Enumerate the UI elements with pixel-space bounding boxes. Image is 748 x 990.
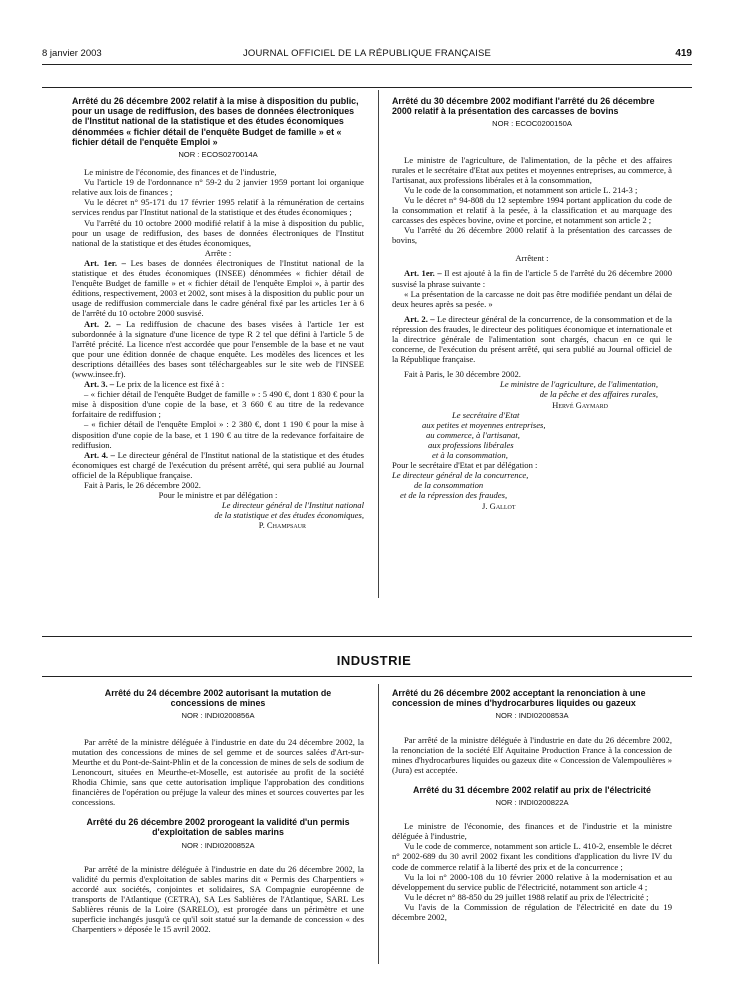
paragraph: Vu l'article 19 de l'ordonnance n° 59-2 du 2 janvier 1959 portant loi organique relative aux lois de finances ;: [72, 177, 364, 198]
signature-line: Le secrétaire d'Etat: [452, 409, 520, 420]
signature-line: Le ministre de l'agriculture, de l'alimentation,: [500, 379, 658, 390]
article-title: Arrêté du 24 décembre 2002 autorisant la mutation de concessions de mines: [104, 688, 332, 709]
article-text: Il est ajouté à la fin de l'article 5 de l'arrêté du 26 décembre 2000 susvisé la phrase suivante :: [392, 268, 672, 289]
article-1: [72, 258, 364, 319]
fait-date: Fait à Paris, le 26 décembre 2002.: [84, 480, 201, 491]
arretent-label: Arrêtent :: [515, 253, 549, 264]
quoted-text: « La présentation de la carcasse ne doit pas être modifiée pendant un délai de deux heures après sa pesée. »: [392, 288, 672, 309]
nor-reference: NOR : INDI0200853A: [495, 711, 569, 721]
signature-line: Pour le secrétaire d'Etat et par délégation :: [392, 460, 538, 471]
article-label: Art. 1er. –: [404, 268, 442, 279]
article-text: Le directeur général de l'Institut national de la statistique et des études économiques est chargé de l'exécution du présent arrêté, qui sera publié au Journal officiel de la République française.: [72, 449, 364, 480]
article-title: Arrêté du 31 décembre 2002 relatif au prix de l'électricité: [413, 784, 651, 795]
column-divider-top: [378, 90, 379, 598]
article-title: Arrêté du 26 décembre 2002 relatif à la mise à disposition du public, pour un usage de rediffusion, des bases de données électroniques de l'Institut national de la statistique et des études économiques dénommées « fichier détail de l'enquête Budget de famille » et « fichier détail de l'enquête Emploi »: [72, 96, 359, 147]
paragraph: Le ministre de l'économie, des finances et de l'industrie et la ministre déléguée à l'industrie,: [392, 821, 672, 842]
paragraph: Le ministre de l'agriculture, de l'alimentation, de la pêche et des affaires rurales et le secrétaire d'Etat aux petites et moyennes entreprises, au commerce, à l'artisanat, aux professions libérales et à la consommation,: [392, 154, 672, 185]
signature-line: et à la consommation,: [432, 450, 508, 461]
price-item: – « fichier détail de l'enquête Budget de famille » : 5 490 €, dont 1 830 € pour la mise à disposition d'une copie de la base, et 3 660 € au titre de la redevance forfaitaire de rediffusion ;: [72, 389, 364, 420]
issue-date: 8 janvier 2003: [42, 48, 102, 59]
article-2: [72, 319, 364, 380]
nor-reference: NOR : ECOC0200150A: [492, 119, 572, 129]
paragraph: Vu l'arrêté du 10 octobre 2000 modifié relatif à la mise à disposition du public, pour un usage de rediffusion, des bases de données électroniques de l'Institut national de la statistique et des études économiques,: [72, 217, 364, 248]
price-item: – « fichier détail de l'enquête Emploi » : 2 380 €, dont 1 190 € pour la mise à disposition d'une copie de la base, et 1 190 € au titre de la redevance forfaitaire de rediffusion.: [72, 419, 364, 450]
fait-date: Fait à Paris, le 30 décembre 2002.: [404, 369, 521, 380]
article-title: Arrêté du 26 décembre 2002 prorogeant la validité d'un permis d'exploitation de sables marins: [86, 817, 350, 838]
paragraph: Par arrêté de la ministre déléguée à l'industrie en date du 24 décembre 2002, la mutation des concessions de mines de sel gemme et de sources salées d'Art-sur-Meurthe et du Pont-de-Saint-Phlin et de la concession de mines de sels de sodium de Lenoncourt, situées en Meurthe-et-Moselle, est autorisée au profit de la société Rhodia Chimie, sans que cette autorisation implique l'approbation des conditions financières de l'opération ou préjuge la valeur des mines et sources couvertes par les concessions.: [72, 736, 364, 808]
signature-line: de la pêche et des affaires rurales,: [539, 389, 658, 400]
signatory-name: P. Champsaur: [258, 520, 306, 531]
section-rule: [42, 636, 692, 637]
paragraph: Vu la loi n° 2000-108 du 10 février 2000 relative à la modernisation et au développement du service public de l'électricité, notamment son article 4 ;: [392, 871, 672, 892]
article-text: Le prix de la licence est fixé à :: [116, 379, 225, 390]
signatory-name: J. Gallot: [482, 500, 516, 511]
signature-line: aux professions libérales: [428, 439, 514, 450]
article-2: [392, 314, 672, 364]
signature-line: Pour le ministre et par délégation :: [158, 490, 278, 501]
top-rule: [42, 87, 692, 88]
page-header: [42, 48, 692, 62]
industrie-right: [392, 688, 672, 922]
paragraph: Vu le code de commerce, notamment son article L. 410-2, ensemble le décret n° 2002-689 du 30 avril 2002 fixant les conditions d'application du livre IV du code de commerce relatif à la liberté des prix et de la concurrence ;: [392, 841, 672, 872]
signature-line: au commerce, à l'artisanat,: [426, 429, 520, 440]
article-text: La rediffusion de chacune des bases visées à l'article 1er est subordonnée à la signature d'une licence de type R 2 tel que défini à l'article 5 de l'arrêté précité. La licence n'est accordée que pour l'ensemble de la base et ne vaut que pour une édition donnée de chaque enquête. Les modèles des licences et les descriptions détaillées des bases sont téléchargeables sur le site web de l'INSEE (www.insee.fr).: [72, 318, 364, 379]
article-4: [72, 450, 364, 480]
article-bovins: [392, 96, 672, 511]
paragraph: Par arrêté de la ministre déléguée à l'industrie en date du 26 décembre 2002, la renonciation de la société Elf Aquitaine Production France à la concession de mines d'hydrocarbures liquides ou gazeux dite « Concession de Valempoulières » (Jura) est acceptée.: [392, 734, 672, 775]
article-text: Le directeur général de la concurrence, de la consommation et de la répression des fraudes, le directeur des politiques économique et internationale et la directrice générale de l'alimentation sont chargés, chacun en ce qui le concerne, de l'exécution du présent arrêté, qui sera publié au Journal officiel de la République française.: [392, 313, 672, 365]
article-label: Art. 2. –: [404, 313, 435, 324]
paragraph: Le ministre de l'économie, des finances et de l'industrie,: [84, 167, 277, 178]
paragraph: Vu le code de la consommation, et notamment son article L. 214-3 ;: [404, 184, 638, 195]
nor-reference: NOR : INDI0200852A: [181, 840, 255, 850]
page-number: 419: [675, 48, 692, 59]
arrete-label: Arrête :: [204, 247, 232, 258]
paragraph: Vu le décret n° 95-171 du 17 février 1995 relatif à la rémunération de certains services rendus par l'Institut national de la statistique et des études économiques ;: [72, 197, 364, 218]
article-label: Art. 4. –: [84, 449, 115, 460]
article-title: Arrêté du 26 décembre 2002 acceptant la renonciation à une concession de mines d'hydrocarbures liquides ou gazeux: [392, 688, 646, 709]
paragraph: Par arrêté de la ministre déléguée à l'industrie en date du 26 décembre 2002, la validité du permis d'exploitation de sables marins dit « Permis des Charpentiers » accordé aux sociétés, conjointes et solidaires, SA Compagnie européenne de transports de l'Atlantique (CETRA), SA Les Sablières de l'Atlantique, SARL Les Sablières réunis de la Loire (SARELO), est prorogée dans un périmètre et une superficie inchangés jusqu'à ce qu'il soit statué sur la demande de concession « des Charpentiers » déposée le 15 avril 2002.: [72, 863, 364, 935]
column-divider-bottom: [378, 684, 379, 964]
article-1: [392, 268, 672, 288]
paragraph: Vu l'arrêté du 26 décembre 2000 relatif à la présentation des carcasses de bovins,: [392, 225, 672, 246]
section-title: INDUSTRIE: [336, 653, 412, 668]
signature-line: Le directeur général de l'Institut national: [221, 500, 364, 511]
signature-line: de la consommation: [414, 480, 484, 491]
article-label: Art. 3. –: [84, 379, 115, 390]
signature-line: Le directeur général de la concurrence,: [392, 470, 529, 481]
article-3: [72, 379, 364, 389]
paragraph: Vu le décret n° 94-808 du 12 septembre 1994 portant application du code de la consommation et relatif à la pesée, à la classification et au marquage des carcasses des espèces bovine, ovine et porcine, et notamment son article 2 ;: [392, 194, 672, 226]
signature-line: de la statistique et des études économiques,: [214, 510, 364, 521]
signature-line: et de la répression des fraudes,: [400, 490, 508, 501]
article-label: Art. 2. –: [84, 318, 121, 329]
paragraph: Vu l'avis de la Commission de régulation de l'électricité en date du 19 décembre 2002,: [392, 901, 672, 923]
article-insee: [72, 96, 364, 530]
header-rule: [42, 64, 692, 65]
nor-reference: NOR : INDI0200856A: [181, 711, 255, 721]
section-bottom-rule: [42, 676, 692, 677]
article-text: Les bases de données électroniques de l'Institut national de la statistique et des études économiques (INSEE) dénommées « fichier détail de l'enquête Budget de famille » et « fichier détail de l'enquête Emploi », à partir des éditions, respectivement, 2003 et 2002, sont mises à la disposition du public pour un usage de rediffusion commerciale dans le cadre général fixé par les articles 1er à 6 de l'arrêté du 10 octobre 2000 susvisé.: [72, 257, 364, 319]
article-label: Art. 1er. –: [84, 257, 126, 268]
article-title: Arrêté du 30 décembre 2002 modifiant l'arrêté du 26 décembre 2000 relatif à la présentation des carcasses de bovins: [392, 96, 655, 117]
signatory-name: Hervé Gaymard: [552, 399, 608, 410]
paragraph: Vu le décret n° 88-850 du 29 juillet 1988 relatif au prix de l'électricité ;: [404, 891, 649, 902]
nor-reference: NOR : INDI0200822A: [495, 798, 569, 808]
journal-title: JOURNAL OFFICIEL DE LA RÉPUBLIQUE FRANÇAISE: [242, 48, 492, 59]
industrie-left: [72, 688, 364, 934]
signature-line: aux petites et moyennes entreprises,: [422, 419, 546, 430]
nor-reference: NOR : ECOS0270014A: [178, 150, 258, 160]
